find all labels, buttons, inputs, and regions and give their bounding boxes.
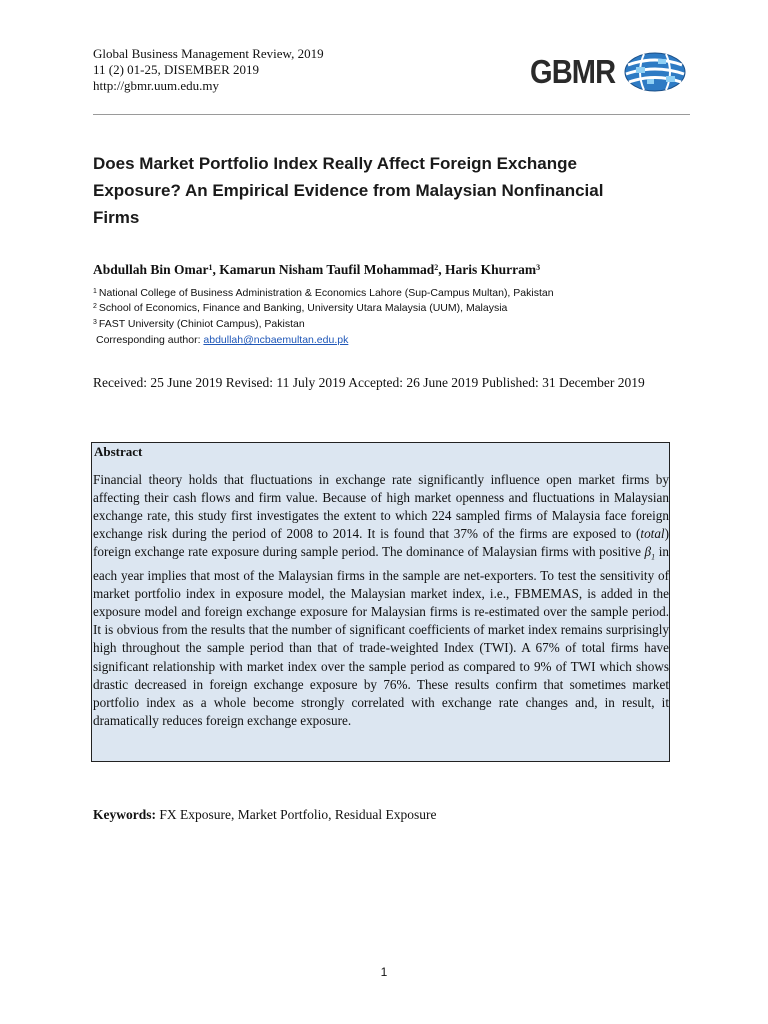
paper-title: Does Market Portfolio Index Really Affect Foreign Exchange Exposure? An Empirical Evidence from Malaysian Nonfinancial Firms	[93, 154, 604, 227]
page-number: 1	[380, 965, 388, 979]
abstract-text-part: Financial theory holds that fluctuations in exchange rate significantly influence open market firms by affecting their cash flows and firm value. Because of high market openness and fluctuations in Malaysian exchange rate, this study first investigates the extent to which 224 sampled firms of Malaysia face foreign exchange risk during the period of 2008 to 2014. It is found that 37% of the firms are exposed to (	[93, 472, 669, 542]
abstract-text-part: in each year implies that most of the Malaysian firms in the sample are net-exporters. To test the sensitivity of market portfolio index in exposure model, the Malaysian market index, i.e., FBMEMAS, is added in the exposure model and foreign exchange exposure for Malaysian firms is re-estimated over the sample period. It is obvious from the results that the number of significant coefficients of market index remains surprisingly high throughout the sample period than that of trade-weighted Index (TWI). A 67% of total firms have significant relationship with market index over the sample period as compared to 9% of TWI which shows drastic decreased in foreign exchange exposure by 76%. These results confirm that sometimes market portfolio index as a whole become strongly correlated with exchange rate changes and, in result, it dramatically reduces foreign exchange exposure.	[93, 544, 669, 728]
affiliation-text: FAST University (Chiniot Campus), Pakistan	[98, 318, 305, 330]
journal-url[interactable]: http://gbmr.uum.edu.my	[93, 78, 220, 93]
author-mark: 2	[434, 263, 439, 272]
journal-issue: 11 (2) 01-25, DISEMBER 2019	[93, 62, 259, 77]
affiliation-text: National College of Business Administration & Economics Lahore (Sup-Campus Multan), Pakistan	[98, 287, 554, 299]
globe-icon	[622, 50, 688, 94]
beta-symbol	[644, 544, 656, 563]
author-name: Kamarun Nisham Taufil Mohammad	[219, 262, 435, 277]
abstract-italic-term: total	[640, 526, 665, 542]
corresponding-author	[96, 334, 696, 347]
corresponding-email-link[interactable]: abdullah@ncbaemultan.edu.pk	[203, 334, 349, 346]
keywords	[93, 806, 653, 823]
beta-letter: β	[644, 544, 652, 560]
affiliation	[93, 318, 693, 332]
affiliation	[93, 302, 693, 316]
affiliation-mark: 1	[93, 288, 97, 295]
affiliation-text: School of Economics, Finance and Banking, University Utara Malaysia (UUM), Malaysia	[98, 302, 508, 314]
author-name: Abdullah Bin Omar	[93, 262, 209, 277]
publication-dates: Received: 25 June 2019 Revised: 11 July 2019 Accepted: 26 June 2019 Published: 31 December 2019	[93, 375, 645, 390]
journal-name: Global Business Management Review, 2019	[93, 46, 324, 61]
abstract-text	[93, 471, 669, 730]
author-name: Haris Khurram	[444, 262, 537, 277]
header-divider	[93, 114, 690, 115]
keywords-text: FX Exposure, Market Portfolio, Residual Exposure	[156, 807, 437, 822]
gbmr-logo	[530, 48, 690, 96]
author-list	[93, 262, 693, 278]
affiliation	[93, 287, 693, 301]
author-separator: ,	[438, 262, 445, 277]
journal-header	[93, 46, 353, 94]
keywords-label: Keywords:	[93, 807, 156, 822]
logo-text: GBMR	[530, 53, 616, 90]
corresponding-label: Corresponding author:	[96, 334, 204, 346]
abstract-text-part: ) foreign exchange rate exposure during sample period. The dominance of Malaysian firms with positive	[93, 526, 669, 560]
author-mark: 3	[536, 263, 541, 272]
abstract-heading: Abstract	[94, 444, 143, 459]
affiliation-mark: 3	[93, 319, 97, 326]
author-mark: 1	[208, 263, 213, 272]
beta-subscript: 1	[651, 553, 656, 563]
author-separator: ,	[212, 262, 220, 277]
abstract-box	[91, 442, 670, 762]
affiliation-mark: 2	[93, 303, 97, 310]
